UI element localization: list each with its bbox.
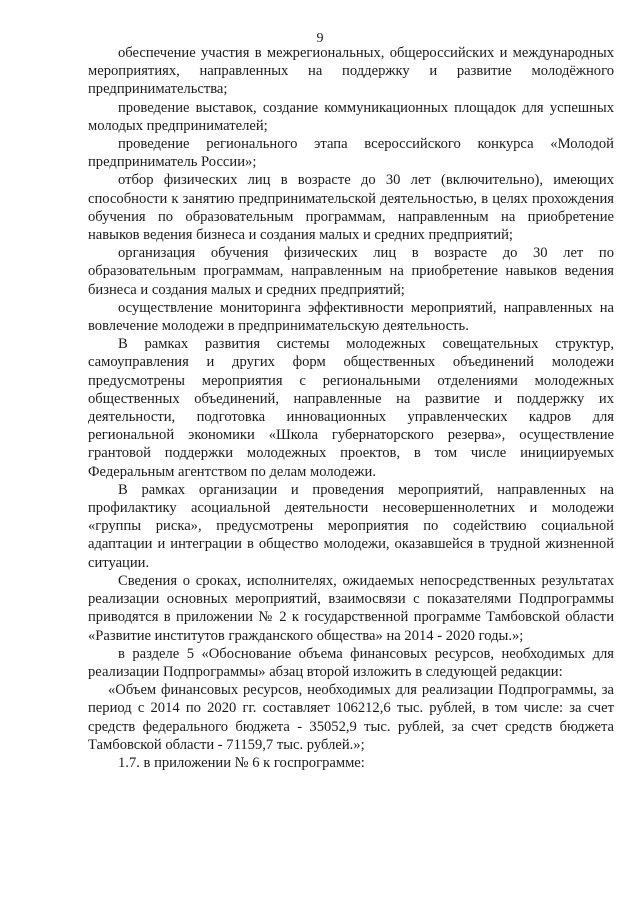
paragraph-information-appendix: Сведения о сроках, исполнителях, ожидаемых непосредственных результатах реализации основных мероприятий, взаимосвязи с показателями Подпрограммы приводятся в приложении № 2 к государственной программе Тамбовской области «Развитие институтов гражданского общества» на 2014 - 2020 годы.»; [88,572,614,644]
paragraph-interregional-events: обеспечение участия в межрегиональных, общероссийских и международных мероприятиях, направленных на поддержку и развитие молодёжного предпринимательства; [88,45,614,98]
paragraph-prevention: В рамках организации и проведения мероприятий, направленных на профилактику асоциальной деятельности несовершеннолетних и молодежи «группы риска», предусмотрены мероприятия по содействию социальной адаптации и интеграции в общество молодежи, оказавшейся в трудной жизненной ситуации. [88,481,614,571]
paragraph-youth-structures: В рамках развития системы молодежных совещательных структур, самоуправления и других форм общественных объединений молодежи предусмотрены мероприятия с региональными отделениями молодежных общественных объединений, направленные на развитие и поддержку их деятельности, подготовка инновационных управленческих кадров для региональной экономики «Школа губернаторского резерва», осуществление грантовой поддержки молодежных проектов, в том числе инициируемых Федеральным агентством по делам молодежи. [88,336,614,480]
paragraph-financial-volume: «Объем финансовых ресурсов, необходимых для реализации Подпрограммы, за период с 2014 по 2020 гг. составляет 106212,6 тыс. рублей, в том числе: за счет средств федерального бюджета - 35052,9 тыс. рублей, за счет средств бюджета Тамбовской области - 71159,7 тыс. рублей.»; [88,682,614,753]
paragraph-regional-contest: проведение регионального этапа всероссийского конкурса «Молодой предприниматель России»; [88,136,614,171]
paragraph-selection-individuals: отбор физических лиц в возрасте до 30 лет (включительно), имеющих способности к занятию предпринимательской деятельностью, в целях прохождения обучения по образовательным программам, направленным на приобретение навыков ведения бизнеса и создания малых и средних предприятий; [88,172,614,244]
page-number: 9 [316,31,324,46]
paragraph-training-organization: организация обучения физических лиц в возрасте до 30 лет по образовательным программам, направленным на приобретение навыков ведения бизнеса и создания малых и средних предприятий; [88,245,614,298]
paragraph-monitoring: осуществление мониторинга эффективности мероприятий, направленных на вовлечение молодежи в предпринимательскую деятельность. [88,299,614,335]
document-body [88,44,614,772]
paragraph-section-5: в разделе 5 «Обоснование объема финансовых ресурсов, необходимых для реализации Подпрограммы» абзац второй изложить в следующей редакции: [88,645,614,680]
paragraph-appendix-6: 1.7. в приложении № 6 к госпрограмме: [118,754,365,771]
paragraph-exhibitions: проведение выставок, создание коммуникационных площадок для успешных молодых предпринимателей; [88,99,614,134]
